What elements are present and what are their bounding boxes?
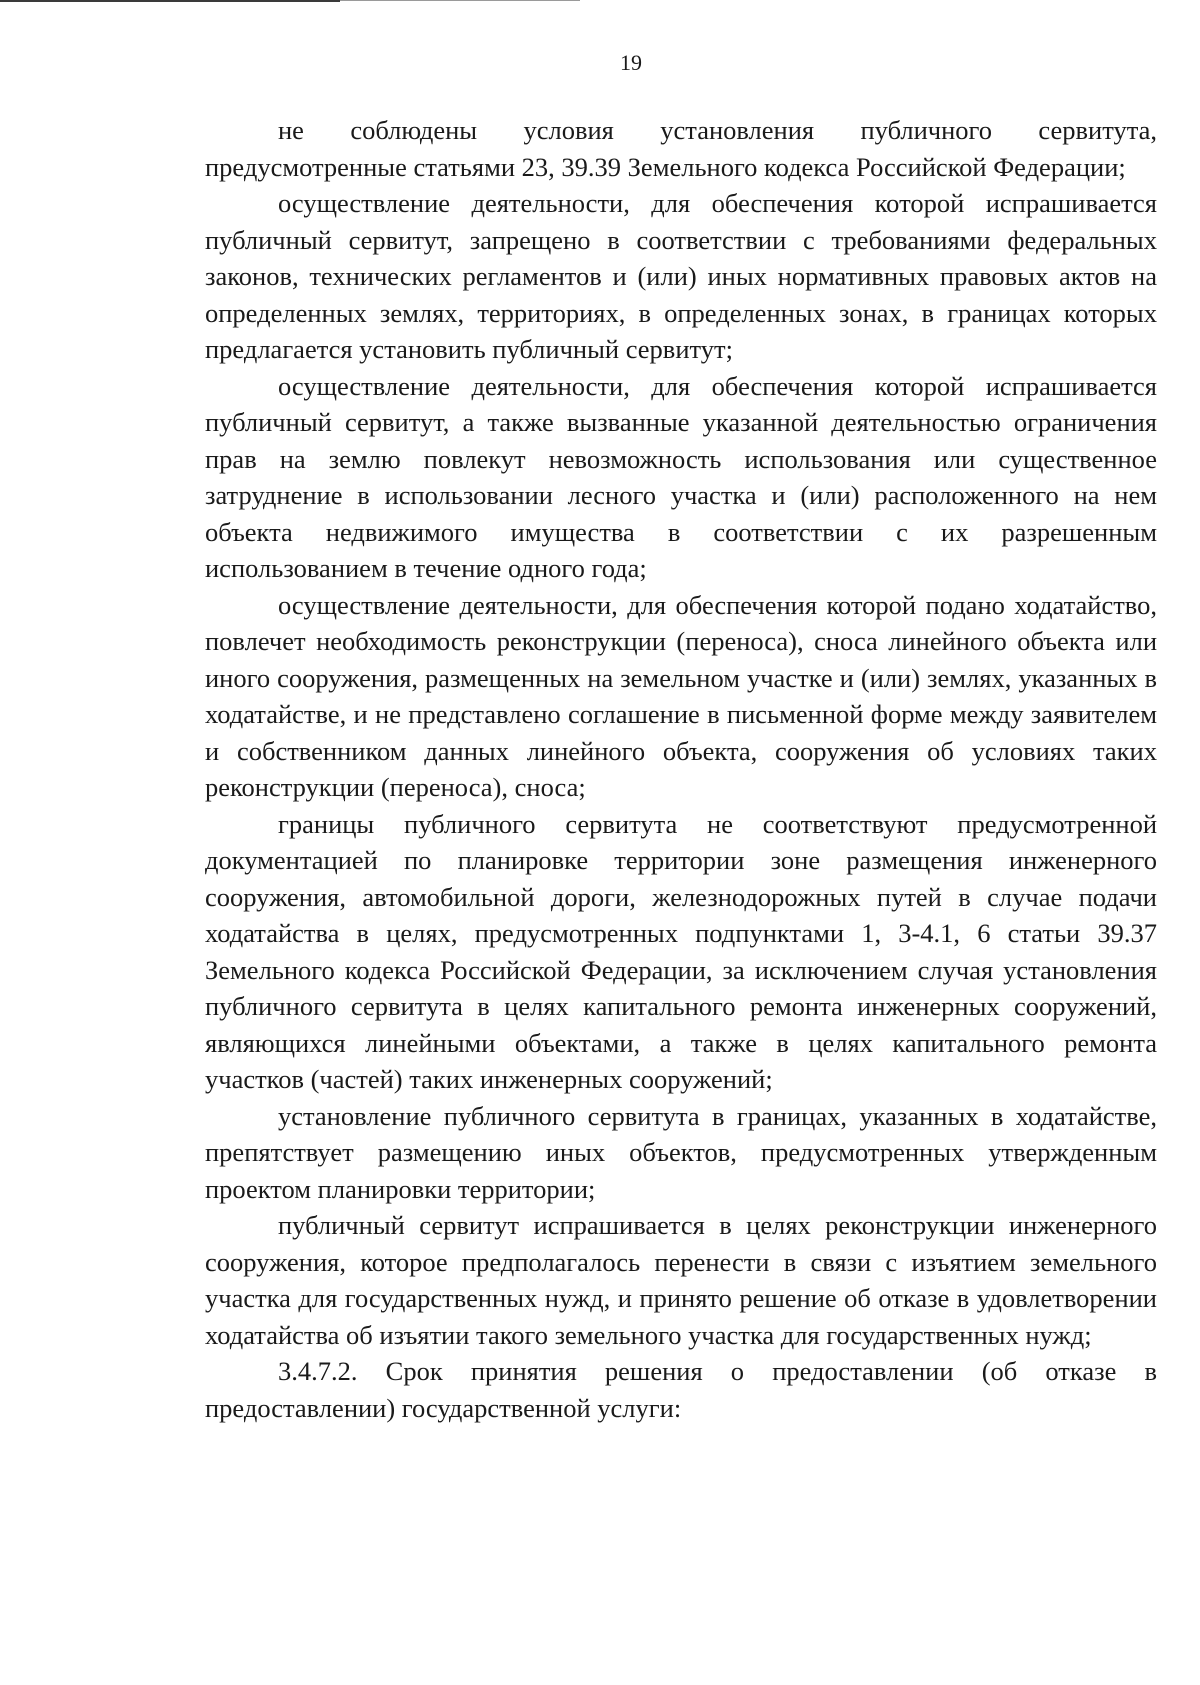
paragraph-boundaries-mismatch: границы публичного сервитута не соответствуют предусмотренной документацией по планировке территории зоне размещения инженерного сооружения, автомобильной дороги, железнодорожных путей в случае подачи ходатайства в целях, предусмотренных подпунктами 1, 3-4.1, 6 статьи 39.37 Земельного кодекса Российской Федерации, за исключением случая установления публичного сервитута в целях капитального ремонта инженерных сооружений, являющихся линейными объектами, а также в целях капитального ремонта участков (частей) таких инженерных сооружений; <box>205 808 1157 1094</box>
paragraph-condition-not-met: не соблюдены условия установления публичного сервитута, предусмотренные статьями 23, 39.39 Земельного кодекса Российской Федерации; <box>205 115 1157 182</box>
paragraph-activity-prohibited: осуществление деятельности, для обеспечения которой испрашивается публичный сервитут, запрещено в соответствии с требованиями федеральных законов, технических регламентов и (или) иных нормативных правовых актов на определенных землях, территориях, в определенных зонах, в границах которых предлагается установить публичный сервитут; <box>205 188 1157 364</box>
page-number: 19 <box>620 50 642 75</box>
scan-edge-line-faint <box>340 0 580 1</box>
paragraph-reconstruction-required: осуществление деятельности, для обеспечения которой подано ходатайство, повлечет необходимость реконструкции (переноса), сноса линейного объекта или иного сооружения, размещенных на земельном участке и (или) землях, указанных в ходатайстве, и не представлено соглашение в письменной форме между заявителем и собственником данных линейного объекта, сооружения об условиях таких реконструкции (переноса), сноса; <box>205 589 1157 802</box>
paragraph-obstructs-planning: установление публичного сервитута в границах, указанных в ходатайстве, препятствует размещению иных объектов, предусмотренных утвержденным проектом планировки территории; <box>205 1100 1157 1204</box>
scan-edge-line <box>0 0 340 2</box>
document-body <box>205 112 1157 1426</box>
paragraph-land-use-impossible: осуществление деятельности, для обеспечения которой испрашивается публичный сервитут, а также вызванные указанной деятельностью ограничения прав на землю повлекут невозможность использования или существенное затруднение в использовании лесного участка и (или) расположенного на нем объекта недвижимого имущества в соответствии с их разрешенным использованием в течение одного года; <box>205 370 1157 583</box>
paragraph-seizure-refused: публичный сервитут испрашивается в целях реконструкции инженерного сооружения, которое предполагалось перенести в связи с изъятием земельного участка для государственных нужд, и принято решение об отказе в удовлетворении ходатайства об изъятии такого земельного участка для государственных нужд; <box>205 1210 1157 1350</box>
paragraph-decision-deadline: 3.4.7.2. Срок принятия решения о предоставлении (об отказе в предоставлении) государственной услуги: <box>205 1356 1157 1423</box>
